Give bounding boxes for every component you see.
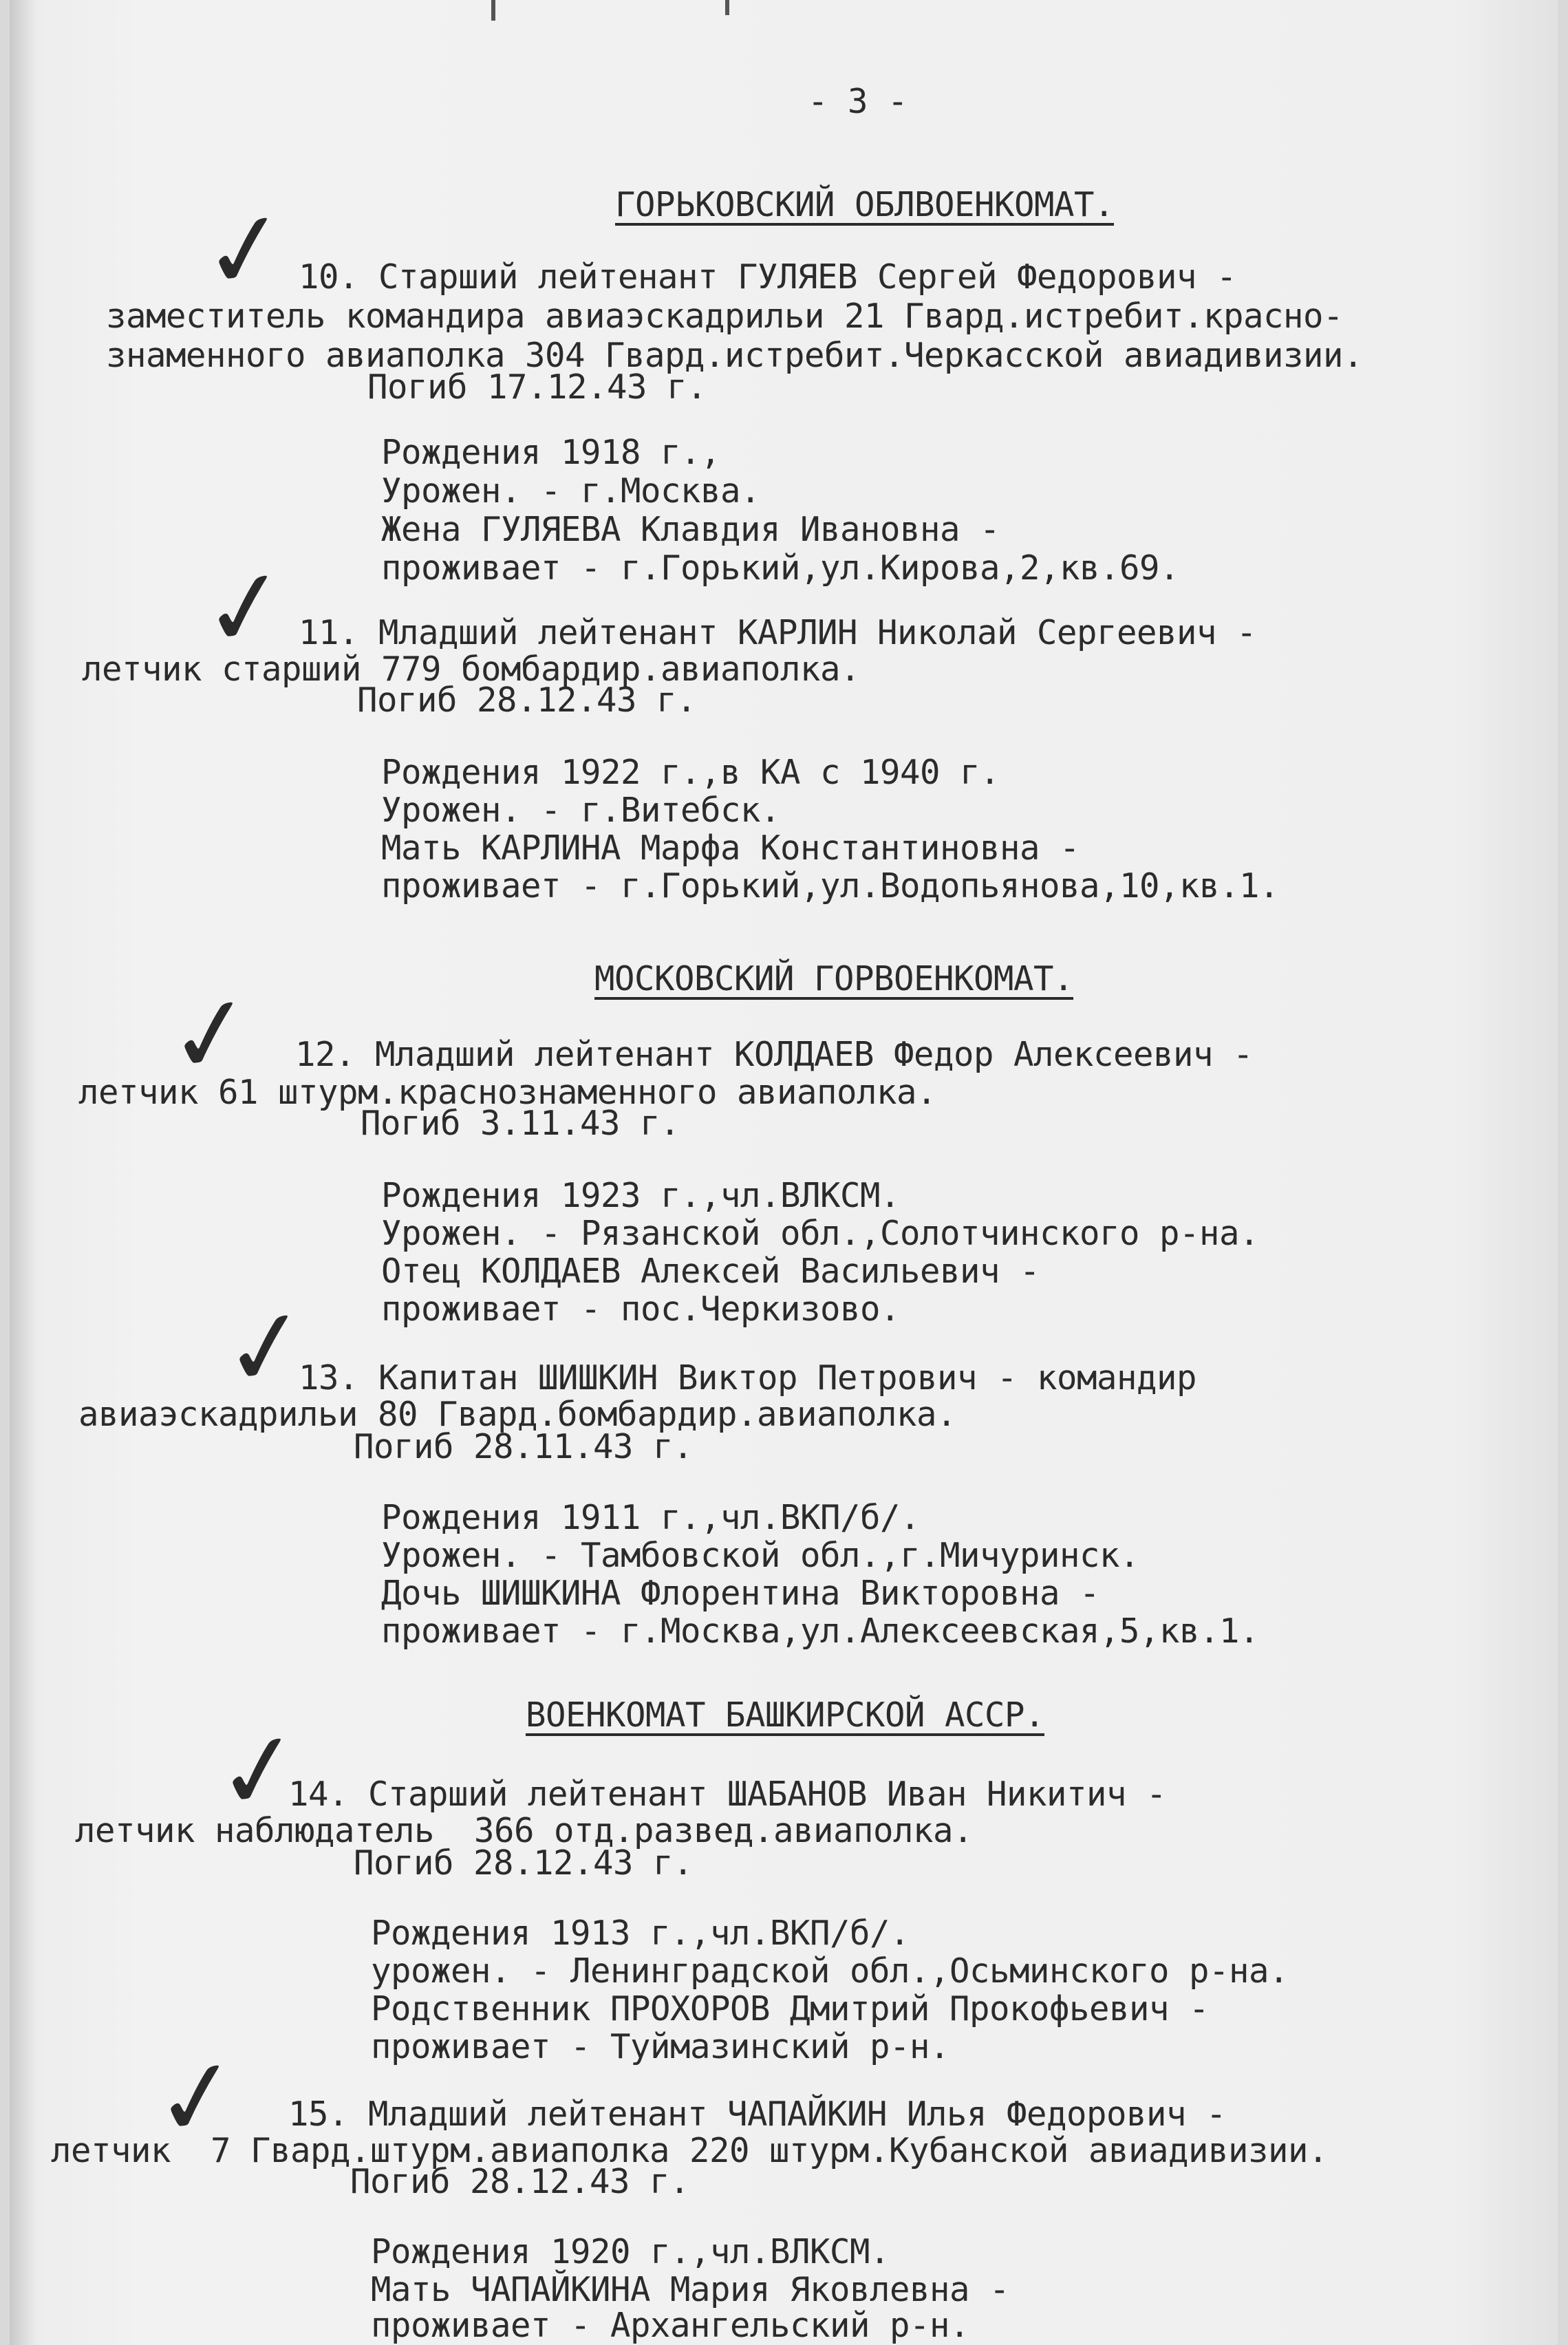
entry-line: проживает - г.Горький,ул.Кирова,2,кв.69. (381, 548, 1180, 588)
death-date: Погиб 28.12.43 г. (354, 1843, 694, 1883)
entry-line: 14. Старший лейтенант ШАБАНОВ Иван Никитич - (288, 1775, 1167, 1814)
section-heading: МОСКОВСКИЙ ГОРВОЕНКОМАТ. (594, 959, 1074, 998)
entry-line: Рождения 1918 г., (381, 433, 721, 472)
entry-line: Рождения 1911 г.,чл.ВКП/б/. (381, 1498, 921, 1537)
page-number: - 3 - (808, 82, 908, 121)
entry-line: Урожен. - г.Витебск. (381, 791, 781, 830)
death-date: Погиб 17.12.43 г. (367, 367, 707, 407)
entry-line: Родственник ПРОХОРОВ Дмитрий Прокофьевич - (371, 1989, 1210, 2028)
entry-line: летчик старший 779 бомбардир.авиаполка. (82, 650, 861, 689)
entry-line: Мать КАРЛИНА Марфа Константиновна - (381, 828, 1080, 868)
entry-line: Рождения 1913 г.,чл.ВКП/б/. (371, 1914, 910, 1953)
entry-line: 10. Старший лейтенант ГУЛЯЕВ Сергей Федорович - (299, 257, 1237, 297)
entry-line: Рождения 1923 г.,чл.ВЛКСМ. (381, 1176, 901, 1215)
entry-line: проживает - г.Москва,ул.Алексеевская,5,кв.1. (381, 1611, 1260, 1651)
entry-line: Мать ЧАПАЙКИНА Мария Яковлевна - (371, 2270, 1010, 2309)
entry-line: летчик 61 штурм.краснознаменного авиаполка. (78, 1073, 937, 1112)
entry-line: проживает - Туймазинский р-н. (371, 2027, 950, 2066)
entry-line: Отец КОЛДАЕВ Алексей Васильевич - (381, 1252, 1040, 1291)
document-page (10, 0, 1558, 2345)
check-mark-icon: ✓ (194, 185, 297, 317)
death-date: Погиб 28.12.43 г. (357, 681, 697, 720)
check-mark-icon: ✓ (208, 1706, 311, 1837)
check-mark-icon: ✓ (215, 1283, 318, 1414)
entry-line: Урожен. - г.Москва. (381, 471, 761, 511)
entry-line: Урожен. - Рязанской обл.,Солотчинского р-на. (381, 1214, 1260, 1253)
entry-line: Рождения 1920 г.,чл.ВЛКСМ. (371, 2232, 890, 2271)
entry-line: проживает - г.Горький,ул.Водопьянова,10,кв.1. (381, 866, 1280, 906)
check-mark-icon: ✓ (160, 970, 263, 1101)
entry-line: проживает - пос.Черкизово. (381, 1289, 901, 1329)
entry-line: 11. Младший лейтенант КАРЛИН Николай Сергеевич - (299, 613, 1257, 652)
death-date: Погиб 28.11.43 г. (354, 1427, 694, 1466)
entry-line: Урожен. - Тамбовской обл.,г.Мичуринск. (381, 1536, 1140, 1575)
entry-line: летчик 7 Гвард.штурм.авиаполка 220 штурм.Кубанской авиадивизии. (51, 2131, 1329, 2170)
entry-line: авиаэскадрильи 80 Гвард.бомбардир.авиаполка. (78, 1395, 957, 1434)
entry-line: Рождения 1922 г.,в КА с 1940 г. (381, 753, 1000, 792)
entry-line: Дочь ШИШКИНА Флорентина Викторовна - (381, 1574, 1100, 1613)
entry-line: 12. Младший лейтенант КОЛДАЕВ Федор Алексеевич - (295, 1035, 1254, 1074)
entry-line: урожен. - Ленинградской обл.,Осьминского р-на. (371, 1951, 1289, 1991)
entry-line: знаменного авиаполка 304 Гвард.истребит.Черкасской авиадивизии. (106, 336, 1364, 375)
entry-line: 15. Младший лейтенант ЧАПАЙКИН Илья Федорович - (288, 2095, 1227, 2134)
entry-line: проживает - Архангельский р-н. (371, 2306, 970, 2345)
section-heading: ВОЕНКОМАТ БАШКИРСКОЙ АССР. (526, 1695, 1045, 1735)
section-heading: ГОРЬКОВСКИЙ ОБЛВОЕНКОМАТ. (615, 185, 1115, 224)
death-date: Погиб 3.11.43 г. (361, 1104, 680, 1143)
entry-line: заместитель командира авиаэскадрильи 21 Гвард.истребит.красно- (106, 297, 1344, 336)
punch-mark (725, 0, 729, 15)
entry-line: летчик наблюдатель 366 отд.развед.авиаполка. (75, 1811, 974, 1850)
check-mark-icon: ✓ (194, 543, 297, 674)
entry-line: Жена ГУЛЯЕВА Клавдия Ивановна - (381, 510, 1000, 549)
punch-mark (491, 0, 495, 21)
check-mark-icon: ✓ (146, 2033, 249, 2164)
death-date: Погиб 28.12.43 г. (350, 2162, 690, 2201)
entry-line: 13. Капитан ШИШКИН Виктор Петрович - командир (299, 1358, 1197, 1398)
